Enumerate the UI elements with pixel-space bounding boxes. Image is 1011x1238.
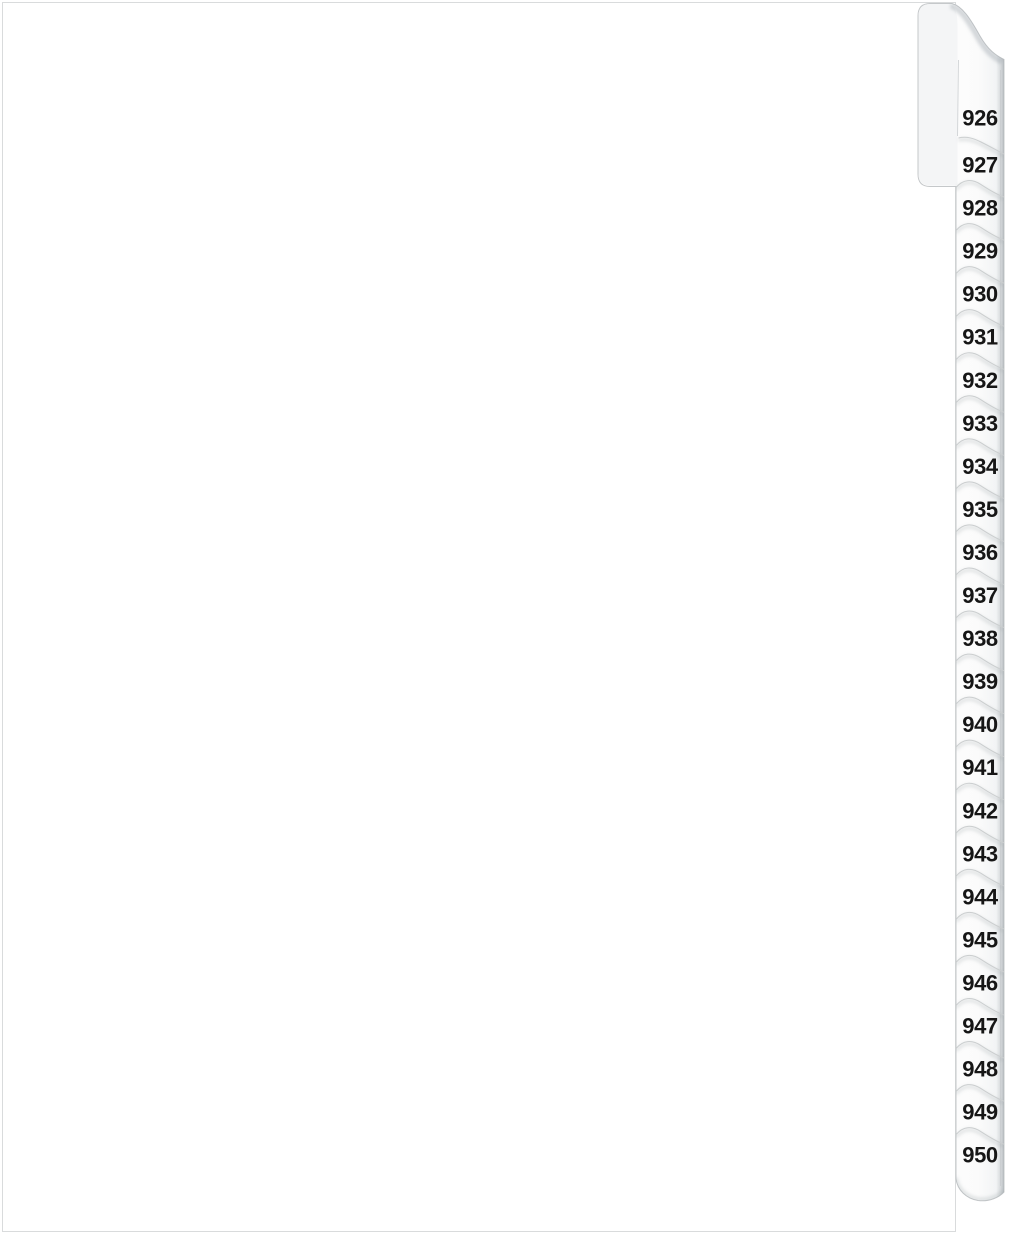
tab-label-948: 948 [962, 1056, 998, 1082]
tab-label-932: 932 [962, 367, 998, 393]
tab-stack-svg [905, 0, 1011, 1238]
divider-sheet-page [2, 2, 956, 1232]
tab-label-933: 933 [962, 410, 998, 436]
tab-label-946: 946 [962, 970, 998, 996]
tab-label-938: 938 [962, 626, 998, 651]
tab-label-931: 931 [962, 324, 998, 350]
tab-label-949: 949 [962, 1099, 998, 1125]
tab-label-942: 942 [962, 798, 998, 824]
tab-label-941: 941 [962, 755, 998, 781]
tab-label-934: 934 [962, 453, 998, 479]
tab-label-926: 926 [962, 105, 998, 131]
tab-label-943: 943 [962, 841, 998, 867]
tab-label-945: 945 [962, 927, 998, 953]
blank-top-tab [919, 4, 958, 186]
tab-label-930: 930 [962, 281, 998, 307]
tab-label-939: 939 [962, 669, 998, 695]
tab-label-947: 947 [962, 1013, 998, 1039]
tab-label-940: 940 [962, 712, 998, 738]
tab-label-944: 944 [962, 884, 998, 910]
tab-label-937: 937 [962, 583, 998, 608]
tab-label-929: 929 [962, 238, 998, 264]
tab-label-950: 950 [962, 1142, 998, 1168]
tab-label-935: 935 [962, 496, 998, 522]
tab-label-936: 936 [962, 540, 998, 565]
tab-label-927: 927 [962, 152, 998, 178]
tab-label-928: 928 [962, 195, 998, 221]
